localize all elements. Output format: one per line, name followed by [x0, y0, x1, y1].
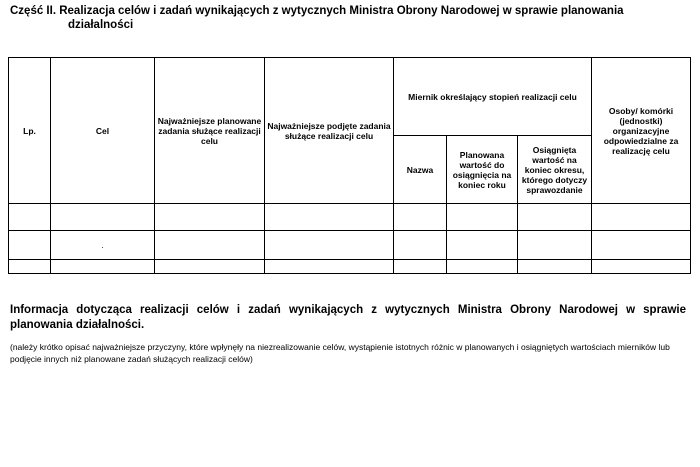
- row-mark: .: [101, 240, 104, 250]
- table-cell[interactable]: [518, 204, 592, 231]
- table-row: [9, 231, 691, 260]
- header-cel: Cel: [51, 58, 155, 204]
- table-cell[interactable]: [51, 204, 155, 231]
- table-row: [9, 260, 691, 274]
- table-cell[interactable]: [265, 260, 394, 274]
- info-note: (należy krótko opisać najważniejsze przyczyny, które wpłynęły na niezrealizowanie celów, wystąpienie istotnych różnic w planowanych i osiągniętych wartościach mierników lub podjęcie innych niż planowane zadań służących realizacji celów): [10, 342, 670, 364]
- header-measure-name: Nazwa: [394, 136, 447, 204]
- table-cell[interactable]: [518, 260, 592, 274]
- table-cell[interactable]: [265, 231, 394, 260]
- header-planned-tasks: Najważniejsze planowane zadania służące realizacji celu: [155, 58, 265, 204]
- table-cell[interactable]: [592, 260, 691, 274]
- section-heading-line2: działalności: [68, 19, 134, 31]
- table-cell[interactable]: [51, 260, 155, 274]
- header-responsible: Osoby/ komórki (jednostki) organizacyjne odpowiedzialne za realizację celu: [592, 58, 691, 204]
- table-cell[interactable]: [155, 231, 265, 260]
- goals-table: [8, 57, 691, 274]
- info-heading: Informacja dotycząca realizacji celów i zadań wynikających z wytycznych Ministra Obrony Narodowej w sprawie planowania działalności.: [10, 304, 686, 331]
- table-cell[interactable]: [518, 231, 592, 260]
- table-cell[interactable]: [155, 204, 265, 231]
- table-cell[interactable]: [592, 204, 691, 231]
- table-cell[interactable]: [9, 260, 51, 274]
- table-cell[interactable]: [51, 231, 155, 260]
- table-cell[interactable]: [447, 231, 518, 260]
- header-undertaken-tasks: Najważniejsze podjęte zadania służące realizacji celu: [265, 58, 394, 204]
- table-cell[interactable]: [9, 231, 51, 260]
- table-cell[interactable]: [447, 204, 518, 231]
- table-cell[interactable]: [394, 204, 447, 231]
- table-cell[interactable]: [447, 260, 518, 274]
- table-cell[interactable]: [394, 231, 447, 260]
- table-row: [9, 204, 691, 231]
- header-measure-planned: Planowana wartość do osiągnięcia na koniec roku: [447, 136, 518, 204]
- header-measure-achieved: Osiągnięta wartość na koniec okresu, którego dotyczy sprawozdanie: [518, 136, 592, 204]
- table-cell[interactable]: [592, 231, 691, 260]
- table-cell[interactable]: [394, 260, 447, 274]
- table-cell[interactable]: [265, 204, 394, 231]
- table-cell[interactable]: [9, 204, 51, 231]
- section-heading: [10, 4, 690, 32]
- table-cell[interactable]: [155, 260, 265, 274]
- section-heading-line1: Część II. Realizacja celów i zadań wynikających z wytycznych Ministra Obrony Narodowej w sprawie planowania: [10, 5, 624, 17]
- header-lp: Lp.: [9, 58, 51, 204]
- header-measure: Miernik określający stopień realizacji celu: [394, 58, 592, 136]
